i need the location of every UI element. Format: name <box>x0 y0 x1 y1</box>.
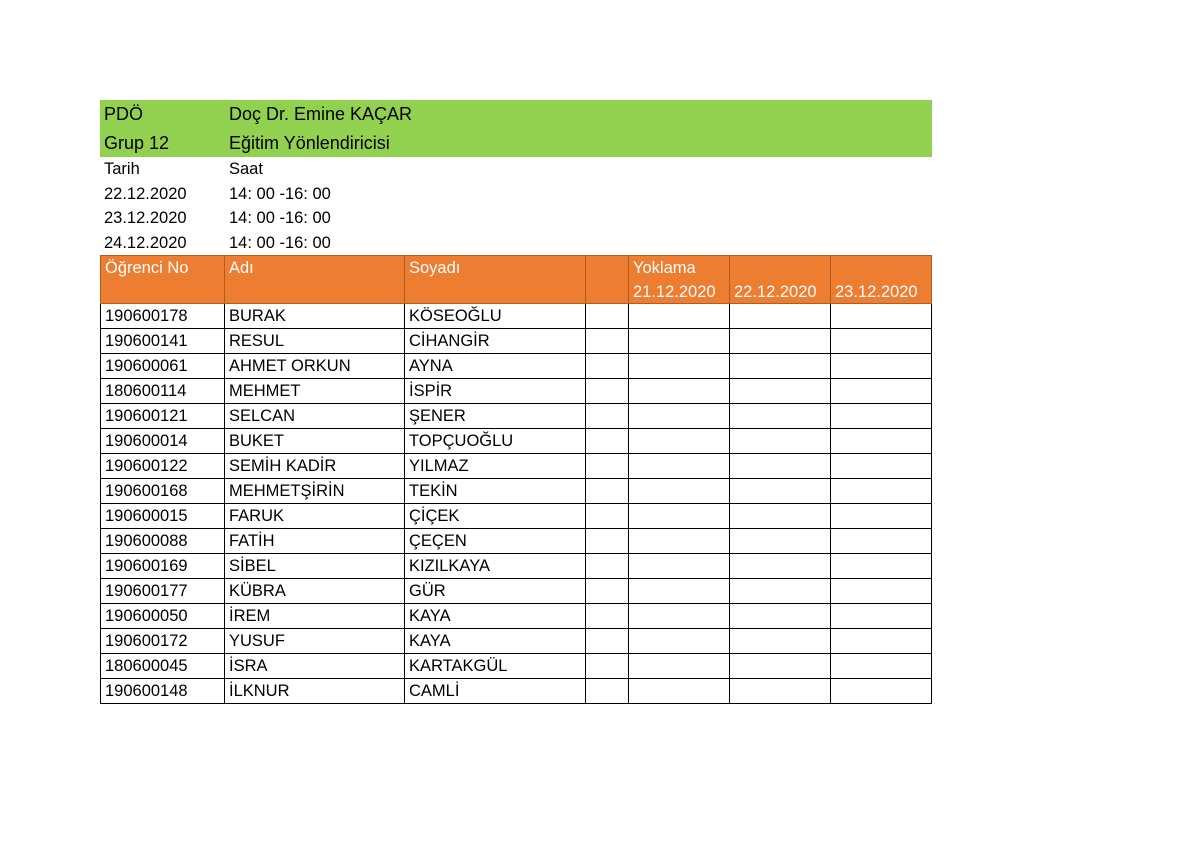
blank-cell <box>586 679 629 704</box>
table-row <box>100 404 932 429</box>
schedule-block <box>100 157 932 255</box>
student-no-cell: 190600177 <box>100 579 225 604</box>
table-header <box>100 255 932 304</box>
attendance-cell <box>831 354 932 379</box>
table-row <box>100 304 932 329</box>
student-no-cell: 190600168 <box>100 479 225 504</box>
attendance-cell <box>831 479 932 504</box>
student-table-body <box>100 304 932 704</box>
table-row <box>100 629 932 654</box>
table-row <box>100 654 932 679</box>
student-no-cell: 190600172 <box>100 629 225 654</box>
attendance-cell <box>831 404 932 429</box>
attendance-cell <box>730 329 831 354</box>
table-row <box>100 454 932 479</box>
student-name-cell: SEMİH KADİR <box>225 454 405 479</box>
table-row <box>100 379 932 404</box>
student-no-cell: 190600141 <box>100 329 225 354</box>
table-row <box>100 529 932 554</box>
schedule-date: 22.12.2020 <box>104 184 187 203</box>
attendance-cell <box>629 504 730 529</box>
blank-cell <box>586 604 629 629</box>
attendance-cell <box>629 454 730 479</box>
blank-cell <box>586 404 629 429</box>
attendance-header: Yoklama <box>629 255 730 280</box>
schedule-row <box>100 231 932 256</box>
attendance-cell <box>831 304 932 329</box>
attendance-cell <box>831 579 932 604</box>
student-name-cell: İSRA <box>225 654 405 679</box>
student-surname-cell: KIZILKAYA <box>405 554 586 579</box>
attendance-cell <box>629 579 730 604</box>
blank-cell <box>586 454 629 479</box>
attendance-cell <box>730 379 831 404</box>
attendance-cell <box>730 304 831 329</box>
attendance-date: 23.12.2020 <box>831 280 932 305</box>
student-surname-cell: ÇEÇEN <box>405 529 586 554</box>
blank-cell <box>586 554 629 579</box>
student-no-cell: 180600114 <box>100 379 225 404</box>
student-no-cell: 190600148 <box>100 679 225 704</box>
name-header: Adı <box>225 255 405 280</box>
student-surname-cell: TEKİN <box>405 479 586 504</box>
attendance-cell <box>831 654 932 679</box>
attendance-cell <box>730 604 831 629</box>
table-row <box>100 604 932 629</box>
time-column-label: Saat <box>229 160 263 178</box>
header-blank-cell <box>225 280 405 305</box>
blank-cell <box>586 429 629 454</box>
attendance-cell <box>629 679 730 704</box>
student-surname-cell: KAYA <box>405 629 586 654</box>
student-surname-cell: KÖSEOĞLU <box>405 304 586 329</box>
student-no-cell: 190600014 <box>100 429 225 454</box>
attendance-cell <box>831 629 932 654</box>
student-name-cell: KÜBRA <box>225 579 405 604</box>
blank-cell <box>586 379 629 404</box>
student-surname-cell: CAMLİ <box>405 679 586 704</box>
attendance-cell <box>831 679 932 704</box>
attendance-cell <box>629 529 730 554</box>
student-no-cell: 190600015 <box>100 504 225 529</box>
attendance-date: 21.12.2020 <box>629 280 730 305</box>
student-no-cell: 190600061 <box>100 354 225 379</box>
student-surname-cell: TOPÇUOĞLU <box>405 429 586 454</box>
attendance-cell <box>629 379 730 404</box>
student-name-cell: MEHMETŞİRİN <box>225 479 405 504</box>
student-no-cell: 190600122 <box>100 454 225 479</box>
student-name-cell: BURAK <box>225 304 405 329</box>
table-row <box>100 354 932 379</box>
attendance-cell <box>730 429 831 454</box>
blank-cell <box>586 479 629 504</box>
attendance-cell <box>730 404 831 429</box>
attendance-cell <box>730 579 831 604</box>
schedule-time: 14: 00 -16: 00 <box>229 209 331 227</box>
student-no-cell: 190600088 <box>100 529 225 554</box>
student-surname-cell: ÇİÇEK <box>405 504 586 529</box>
attendance-cell <box>629 629 730 654</box>
student-no-cell: 190600178 <box>100 304 225 329</box>
header-row-2 <box>100 129 932 158</box>
table-row <box>100 479 932 504</box>
attendance-cell <box>629 604 730 629</box>
attendance-cell <box>629 354 730 379</box>
attendance-cell <box>730 629 831 654</box>
student-surname-cell: ŞENER <box>405 404 586 429</box>
blank-cell <box>586 629 629 654</box>
header-row-1 <box>100 100 932 129</box>
attendance-cell <box>831 554 932 579</box>
schedule-row <box>100 206 932 231</box>
attendance-cell <box>730 529 831 554</box>
blank-header <box>586 255 629 280</box>
blank-cell <box>586 304 629 329</box>
surname-header: Soyadı <box>405 255 586 280</box>
header-blank-cell <box>586 280 629 305</box>
table-row <box>100 679 932 704</box>
program-label: PDÖ <box>104 104 144 124</box>
schedule-time: 14: 00 -16: 00 <box>229 184 331 203</box>
student-surname-cell: GÜR <box>405 579 586 604</box>
attendance-cell <box>730 679 831 704</box>
student-name-cell: FATİH <box>225 529 405 554</box>
attendance-cell <box>730 354 831 379</box>
attendance-header-blank <box>831 255 932 280</box>
student-surname-cell: YILMAZ <box>405 454 586 479</box>
group-header <box>100 100 932 157</box>
blank-cell <box>586 654 629 679</box>
attendance-cell <box>629 479 730 504</box>
attendance-cell <box>629 554 730 579</box>
student-no-cell: 190600169 <box>100 554 225 579</box>
student-no-header: Öğrenci No <box>100 255 225 280</box>
attendance-cell <box>629 429 730 454</box>
header-blank-cell <box>405 280 586 305</box>
group-label: Grup 12 <box>104 132 170 153</box>
table-row <box>100 579 932 604</box>
attendance-date: 22.12.2020 <box>730 280 831 305</box>
attendance-cell <box>629 404 730 429</box>
schedule-time: 14: 00 -16: 00 <box>229 233 331 252</box>
student-no-cell: 180600045 <box>100 654 225 679</box>
table-row <box>100 504 932 529</box>
blank-cell <box>586 579 629 604</box>
student-name-cell: YUSUF <box>225 629 405 654</box>
attendance-cell <box>831 454 932 479</box>
student-name-cell: SİBEL <box>225 554 405 579</box>
attendance-header-blank <box>730 255 831 280</box>
attendance-cell <box>730 654 831 679</box>
student-name-cell: RESUL <box>225 329 405 354</box>
student-name-cell: İLKNUR <box>225 679 405 704</box>
attendance-cell <box>831 429 932 454</box>
student-name-cell: SELCAN <box>225 404 405 429</box>
attendance-sheet <box>100 100 932 704</box>
student-no-cell: 190600050 <box>100 604 225 629</box>
schedule-date: 23.12.2020 <box>104 209 187 227</box>
blank-cell <box>586 329 629 354</box>
student-name-cell: MEHMET <box>225 379 405 404</box>
table-row <box>100 429 932 454</box>
table-row <box>100 329 932 354</box>
attendance-cell <box>629 329 730 354</box>
instructor-name: Doç Dr. Emine KAÇAR <box>229 104 413 124</box>
instructor-title: Eğitim Yönlendiricisi <box>229 132 390 153</box>
attendance-cell <box>730 479 831 504</box>
schedule-row <box>100 182 932 207</box>
header-blank-cell <box>100 280 225 305</box>
schedule-date: 24.12.2020 <box>104 233 187 252</box>
attendance-cell <box>730 504 831 529</box>
student-name-cell: AHMET ORKUN <box>225 354 405 379</box>
date-column-label: Tarih <box>104 160 140 178</box>
student-no-cell: 190600121 <box>100 404 225 429</box>
table-row <box>100 554 932 579</box>
blank-cell <box>586 529 629 554</box>
attendance-cell <box>730 454 831 479</box>
attendance-cell <box>831 529 932 554</box>
attendance-cell <box>629 304 730 329</box>
attendance-cell <box>831 329 932 354</box>
blank-cell <box>586 504 629 529</box>
attendance-cell <box>831 504 932 529</box>
table-header-row-2 <box>100 280 932 305</box>
student-name-cell: İREM <box>225 604 405 629</box>
attendance-cell <box>730 554 831 579</box>
attendance-cell <box>629 654 730 679</box>
attendance-cell <box>831 379 932 404</box>
student-name-cell: BUKET <box>225 429 405 454</box>
table-header-row-1 <box>100 255 932 280</box>
student-surname-cell: KARTAKGÜL <box>405 654 586 679</box>
schedule-header-row <box>100 157 932 182</box>
blank-cell <box>586 354 629 379</box>
student-surname-cell: KAYA <box>405 604 586 629</box>
attendance-cell <box>831 604 932 629</box>
student-surname-cell: AYNA <box>405 354 586 379</box>
student-surname-cell: İSPİR <box>405 379 586 404</box>
student-name-cell: FARUK <box>225 504 405 529</box>
student-surname-cell: CİHANGİR <box>405 329 586 354</box>
